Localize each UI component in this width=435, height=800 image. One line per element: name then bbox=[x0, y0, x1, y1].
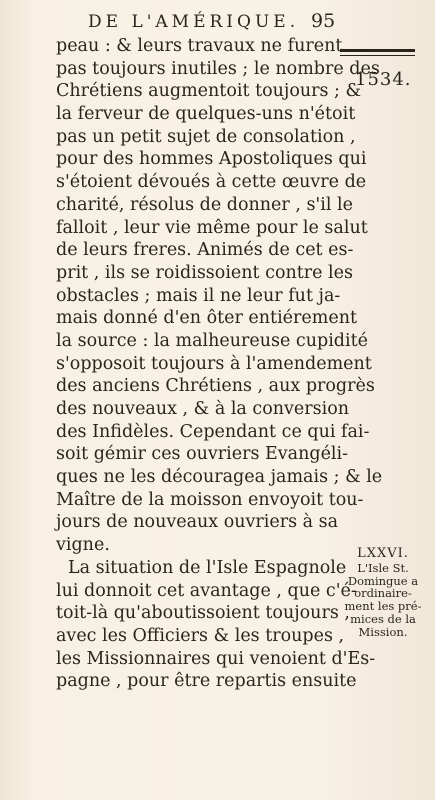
margin-note-heading: LXXVI. bbox=[357, 546, 409, 561]
text-line: lui donnoit cet avantage , que c'é- bbox=[56, 580, 357, 601]
text-line: s'opposoit toujours à l'amendement bbox=[56, 353, 372, 374]
text-line: ques ne les découragea jamais ; & le bbox=[56, 467, 383, 488]
text-line: obstacles ; mais il ne leur fut ja- bbox=[56, 285, 341, 306]
margin-note-line: Domingue a bbox=[347, 573, 419, 588]
running-head: DE L'AMÉRIQUE. bbox=[88, 12, 300, 32]
page-number: 95 bbox=[311, 10, 336, 32]
text-line: s'étoient dévoués à cette œuvre de bbox=[56, 172, 367, 193]
text-line: peau : & leurs travaux ne furent bbox=[56, 36, 343, 56]
text-line: pour des hommes Apostoliques qui bbox=[56, 149, 367, 170]
text-line: des nouveaux , & à la conversion bbox=[56, 399, 350, 419]
text-line: pagne , pour être repartis ensuite bbox=[56, 671, 357, 692]
text-line: jours de nouveaux ouvriers à sa bbox=[56, 512, 339, 533]
text-line: vigne. bbox=[56, 535, 110, 556]
margin-note-line: ordinaire- bbox=[354, 586, 412, 601]
text-line: soit gémir ces ouvriers Evangéli- bbox=[56, 444, 349, 465]
text-line: Maître de la moisson envoyoit tou- bbox=[56, 489, 364, 510]
text-line: de leurs freres. Animés de cet es- bbox=[56, 240, 354, 261]
text-line: mais donné d'en ôter entiérement bbox=[56, 308, 358, 329]
text-line: Chrétiens augmentoit toujours ; & bbox=[56, 81, 362, 102]
text-line: avec les Officiers & les troupes , bbox=[56, 625, 345, 646]
text-line: des anciens Chrétiens , aux progrès bbox=[56, 376, 375, 397]
paragraph-start-line: La situation de l'Isle Espagnole bbox=[68, 557, 347, 578]
margin-note-line: Mission. bbox=[358, 624, 408, 639]
text-line: les Missionnaires qui venoient d'Es- bbox=[56, 648, 376, 669]
margin-note bbox=[341, 548, 425, 639]
text-line: falloit , leur vie même pour le salut bbox=[56, 217, 368, 238]
text-line: la ferveur de quelques-uns n'étoit bbox=[56, 104, 356, 125]
margin-rule bbox=[340, 49, 415, 56]
text-line: des Infidèles. Cependant ce qui fai- bbox=[56, 421, 370, 442]
text-line: charité, résolus de donner , s'il le bbox=[56, 194, 353, 215]
text-line: la source : la malheureuse cupidité bbox=[56, 330, 368, 351]
margin-note-line: mices de la bbox=[350, 611, 416, 626]
text-line: pas toujours inutiles ; le nombre des bbox=[56, 58, 380, 79]
margin-note-line: ment les pré- bbox=[344, 599, 422, 614]
text-line: toit-là qu'aboutissoient toujours , bbox=[56, 603, 350, 624]
text-line: pas un petit sujet de consolation , bbox=[56, 126, 356, 147]
margin-note-line: L'Isle St. bbox=[357, 560, 409, 575]
year-note: 1534. bbox=[355, 69, 412, 90]
text-line: prit , ils se roidissoient contre les bbox=[56, 262, 353, 283]
